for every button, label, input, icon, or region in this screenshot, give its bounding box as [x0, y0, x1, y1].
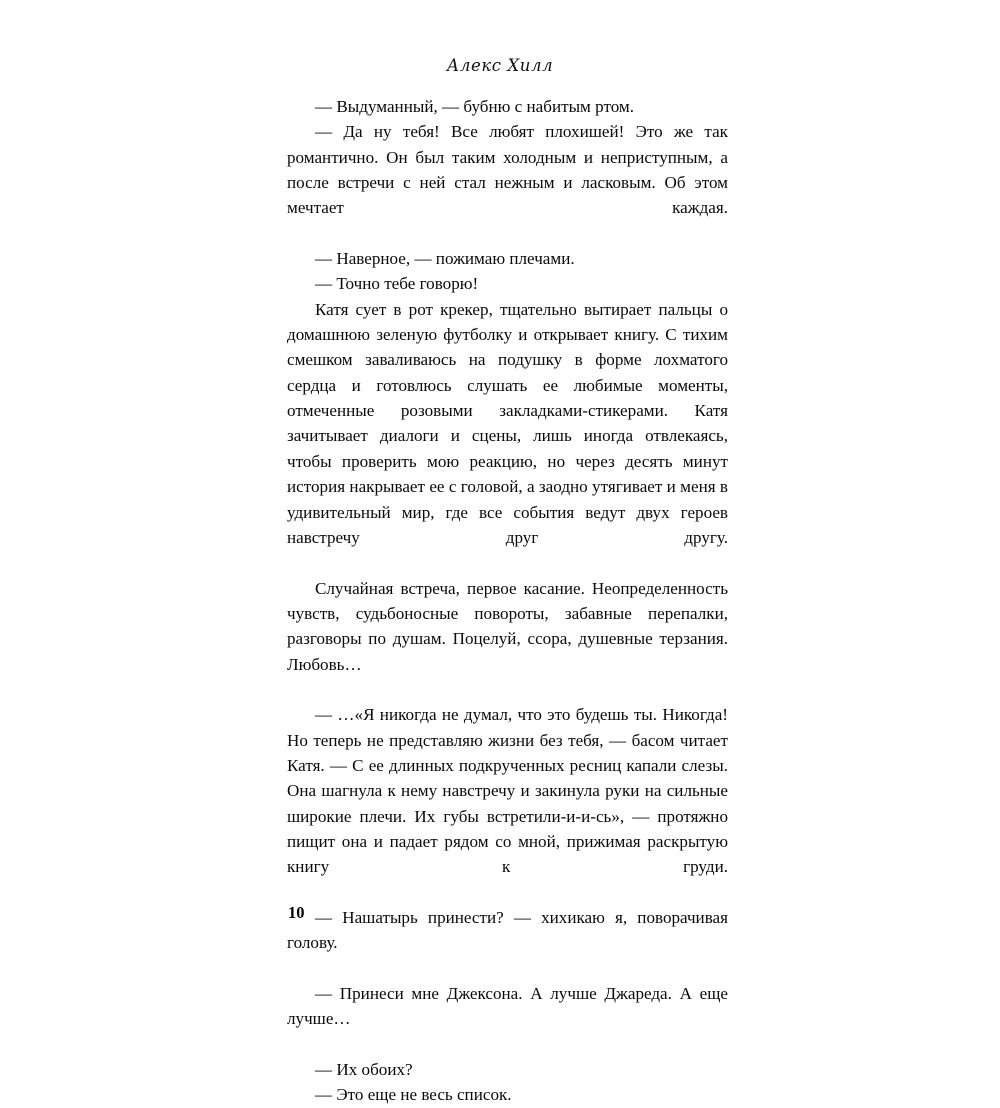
body-text-block — [287, 94, 728, 1108]
paragraph-dialogue-6: — Нашатырь принести? — хихикаю я, поворачивая голову. — [287, 908, 728, 953]
paragraph-dialogue-8: — Их обоих? — [315, 1060, 413, 1080]
paragraph-dialogue-5: — …«Я никогда не думал, что это будешь ты. Никогда! Но теперь не представляю жизни без тебя, — басом читает Катя. — С ее длинных подкрученных ресниц капали слезы. Она шагнула к нему навстречу и закинула руки на сильные широкие плечи. Их губы встретили-и-и-сь», — протяжно пищит она и падает рядом со мной, прижимая раскрытую книгу к груди. — [287, 705, 728, 877]
paragraph-narration-2: Случайная встреча, первое касание. Неопределенность чувств, судьбоносные повороты, забавные перепалки, разговоры по душам. Поцелуй, ссора, душевные терзания. Любовь… — [287, 578, 728, 674]
paragraph-dialogue-7: — Принеси мне Джексона. А лучше Джареда. А еще лучше… — [287, 984, 728, 1029]
paragraph-dialogue-2: — Да ну тебя! Все любят плохишей! Это же так романтично. Он был таким холодным и неприступным, а после встречи с ней стал нежным и ласковым. Об этом мечтает каждая. — [287, 122, 728, 218]
running-head-author: Алекс Хилл — [446, 56, 554, 75]
paragraph-narration-1: Катя сует в рот крекер, тщательно вытирает пальцы о домашнюю зеленую футболку и открывает книгу. С тихим смешком заваливаюсь на подушку в форме лохматого сердца и готовлюсь слушать ее любимые моменты, отмеченные розовыми закладками-стикерами. Катя зачитывает диалоги и сцены, лишь иногда отвлекаясь, чтобы проверить мою реакцию, но через десять минут история накрывает ее с головой, а заодно утягивает и меня в удивительный мир, где все события ведут двух героев навстречу друг другу. — [287, 299, 728, 547]
paragraph-dialogue-3: — Наверное, — пожимаю плечами. — [315, 249, 575, 269]
paragraph-dialogue-4: — Точно тебе говорю! — [315, 274, 479, 294]
page-number: 10 — [288, 903, 305, 922]
paragraph-dialogue-1: — Выдуманный, — бубню с набитым ртом. — [315, 97, 635, 116]
paragraph-dialogue-9: — Это еще не весь список. — [315, 1085, 512, 1105]
